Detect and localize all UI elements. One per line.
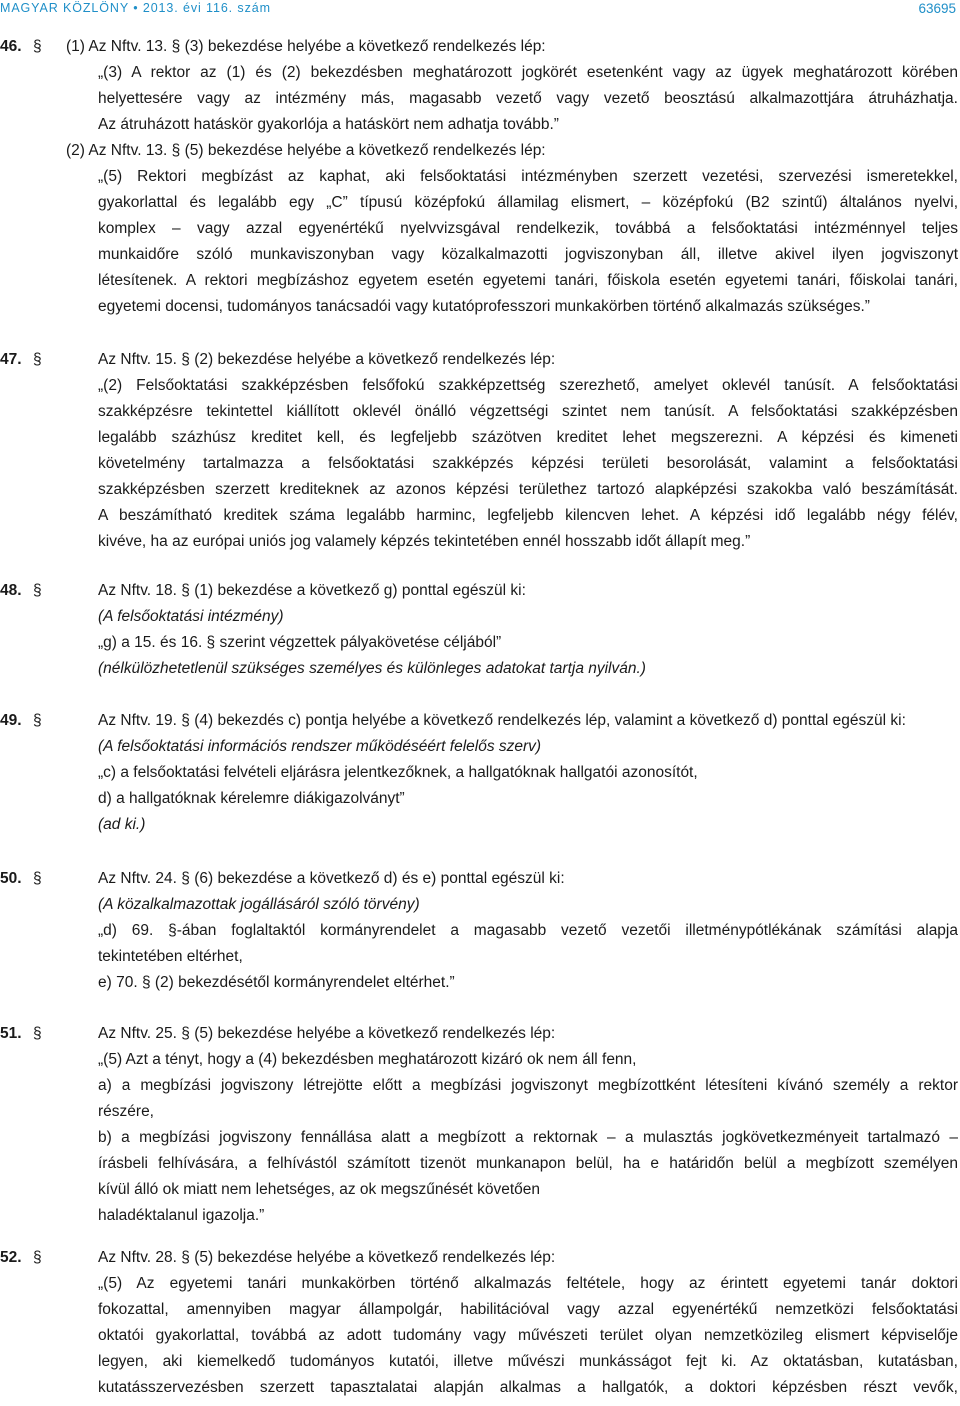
text-line: (1) Az Nftv. 13. § (3) bekezdése helyébe a következő rendelkezés lép: xyxy=(66,38,546,55)
text-line: „d) 69. §-ában foglaltaktól kormányrendelet a magasabb vezető vezetői illetménypótlékának számítási alapja xyxy=(98,922,958,939)
text-line: „(5) Rektori megbízást az kaphat, aki felsőoktatási intézményben szerzett vezetési, szervezési ismeretekkel, xyxy=(98,168,958,185)
text-line: egyetemi docensi, tudományos tanácsadói vagy kutatóprofesszori munkakörben történő alkalmazás szükséges.” xyxy=(98,298,870,315)
text-line: munkaidőre szóló munkaviszonyban vagy közalkalmazotti jogviszonyban áll, illetve akivel ilyen jogviszonyt xyxy=(98,246,958,263)
section-52 xyxy=(0,1245,958,1401)
section-number: 47. xyxy=(0,351,22,368)
section-number: 52. xyxy=(0,1249,22,1266)
section-number: 46. xyxy=(0,38,22,55)
section-50 xyxy=(0,866,958,996)
text-line: A beszámítható kreditek száma legalább harminc, legfeljebb kilencven lehet. A képzési idő legalább négy félév, xyxy=(98,507,958,524)
text-line: „(5) Az egyetemi tanári munkakörben történő alkalmazás feltétele, hogy az érintett egyetemi tanár doktori xyxy=(98,1275,958,1292)
journal-title: MAGYAR KÖZLÖNY • 2013. évi 116. szám xyxy=(0,1,271,15)
text-line: a) a megbízási jogviszony létrejötte előtt a megbízási jogviszonyt megbízottként létesíteni kívánó személy a rektor xyxy=(98,1077,958,1094)
text-line: kutatásszervezésben szerzett tapasztalatai alapján alkalmas a hallgatók, a doktori képzésben részt vevők, xyxy=(98,1379,958,1396)
text-line: „g) a 15. és 16. § szerint végzettek pályakövetése céljából” xyxy=(98,634,502,651)
text-line: (ad ki.) xyxy=(98,816,146,833)
text-line: Az Nftv. 19. § (4) bekezdés c) pontja helyébe a következő rendelkezés lép, valamint a következő d) ponttal egészül ki: xyxy=(98,712,906,729)
text-line: Az Nftv. 18. § (1) bekezdése a következő g) ponttal egészül ki: xyxy=(98,582,526,599)
text-line: írásbeli felhívására, a felhívástól számított tizenöt munkanapon belül, ha e határidőn belül a megbízott személyen xyxy=(98,1155,958,1172)
section-text xyxy=(98,708,958,838)
section-symbol: § xyxy=(33,1249,42,1266)
text-line: kivéve, ha az európai uniós jog valamely képzés tekintetében ennél hosszabb időt állapít meg.” xyxy=(98,533,751,550)
text-line: tekintetében eltérhet, xyxy=(98,948,243,965)
section-symbol: § xyxy=(33,1025,42,1042)
section-number: 49. xyxy=(0,712,22,729)
section-text xyxy=(98,1021,958,1229)
section-symbol: § xyxy=(33,870,42,887)
section-symbol: § xyxy=(33,582,42,599)
text-line: (nélkülözhetetlenül szükséges személyes és különleges adatokat tartja nyilván.) xyxy=(98,660,646,677)
text-line: b) a megbízási jogviszony fennállása alatt a megbízott a rektornak – a mulasztás jogkövetkezményeit tartalmazó – xyxy=(98,1129,958,1146)
text-line: részére, xyxy=(98,1103,154,1120)
text-line: kívül álló ok miatt nem lehetséges, az ok megszűnését követően xyxy=(98,1181,540,1198)
section-text xyxy=(66,34,958,320)
text-line: Az Nftv. 24. § (6) bekezdése a következő d) és e) ponttal egészül ki: xyxy=(98,870,565,887)
text-line: helyettesére vagy az intézmény más, magasabb vezető vagy vezető beosztású alkalmazottjára átruházhatja. xyxy=(98,90,958,107)
text-line: Az Nftv. 15. § (2) bekezdése helyébe a következő rendelkezés lép: xyxy=(98,351,556,368)
section-text xyxy=(98,866,958,996)
section-symbol: § xyxy=(33,351,42,368)
text-line: d) a hallgatóknak kérelemre diákigazolványt” xyxy=(98,790,405,807)
text-line: komplex – vagy azzal egyenértékű nyelvvizsgával rendelkezik, továbbá a felsőoktatási intézménnyel teljes xyxy=(98,220,958,237)
section-46 xyxy=(0,34,958,320)
section-51 xyxy=(0,1021,958,1229)
section-number: 51. xyxy=(0,1025,22,1042)
section-number: 50. xyxy=(0,870,22,887)
text-line: fokozattal, amennyiben magyar állampolgár, habilitációval vagy azzal egyenértékű nemzetközi felsőoktatási xyxy=(98,1301,958,1318)
text-line: „(5) Azt a tényt, hogy a (4) bekezdésben meghatározott kizáró ok nem áll fenn, xyxy=(98,1051,637,1068)
text-line: (A felsőoktatási intézmény) xyxy=(98,608,284,625)
text-line: „c) a felsőoktatási felvételi eljárásra jelentkezőknek, a hallgatóknak hallgatói azonosítót, xyxy=(98,764,698,781)
text-line: szakképzésre tekintettel kiállított oklevél önálló végzettségi szintet nem tanúsít. A felsőoktatási szakképzésben xyxy=(98,403,958,420)
text-line: szakképzésben szerzett krediteknek az azonos képzési területhez tartozó alapképzési szakokba való beszámítását. xyxy=(98,481,958,498)
text-line: „(3) A rektor az (1) és (2) bekezdésben meghatározott jogkörét esetenként vagy az ügyek meghatározott körében xyxy=(98,64,958,81)
text-line: követelmény tartalmazza a felsőoktatási szakképzés képzési területi besorolását, valamint a felsőoktatási xyxy=(98,455,958,472)
page-header xyxy=(0,0,960,22)
text-line: létesítenek. A rektori megbízáshoz egyetem esetén egyetemi tanári, főiskola esetén egyetemi tanári, főiskolai tanári, xyxy=(98,272,958,289)
section-number: 48. xyxy=(0,582,22,599)
section-symbol: § xyxy=(33,712,42,729)
text-line: (A felsőoktatási információs rendszer működéséért felelős szerv) xyxy=(98,738,542,755)
text-line: (A közalkalmazottak jogállásáról szóló törvény) xyxy=(98,896,420,913)
text-line: legyen, aki kiemelkedő tudományos kutatói, illetve művészi munkásságot fejt ki. Az oktatásban, kutatásban, xyxy=(98,1353,958,1370)
section-text xyxy=(98,347,958,555)
text-line: legalább százhúsz kreditet kell, és legfeljebb százötven kreditet lehet megszerezni. A képzési és kimeneti xyxy=(98,429,958,446)
section-text xyxy=(98,1245,958,1401)
section-49 xyxy=(0,708,958,838)
text-line: (2) Az Nftv. 13. § (5) bekezdése helyébe a következő rendelkezés lép: xyxy=(66,142,546,159)
text-line: gyakorlattal és legalább egy „C” típusú középfokú államilag elismert, – középfokú (B2 szintű) általános nyelvi, xyxy=(98,194,958,211)
text-line: Az Nftv. 25. § (5) bekezdése helyébe a következő rendelkezés lép: xyxy=(98,1025,556,1042)
section-symbol: § xyxy=(33,38,42,55)
text-line: haladéktalanul igazolja.” xyxy=(98,1207,265,1224)
text-line: e) 70. § (2) bekezdésétől kormányrendelet eltérhet.” xyxy=(98,974,455,991)
page-number: 63695 xyxy=(918,1,956,16)
text-line: Az Nftv. 28. § (5) bekezdése helyébe a következő rendelkezés lép: xyxy=(98,1249,556,1266)
text-line: oktatói gyakorlattal, továbbá az adott tudomány vagy művészeti terület olyan nemzetközileg elismert képviselője xyxy=(98,1327,958,1344)
section-48 xyxy=(0,578,958,682)
section-47 xyxy=(0,347,958,555)
text-line: Az átruházott hatáskör gyakorlója a hatáskört nem adhatja tovább.” xyxy=(98,116,559,133)
section-text xyxy=(98,578,958,682)
text-line: „(2) Felsőoktatási szakképzésben felsőfokú szakképzettség szerezhető, amelyet oklevél tanúsít. A felsőoktatási xyxy=(98,377,958,394)
